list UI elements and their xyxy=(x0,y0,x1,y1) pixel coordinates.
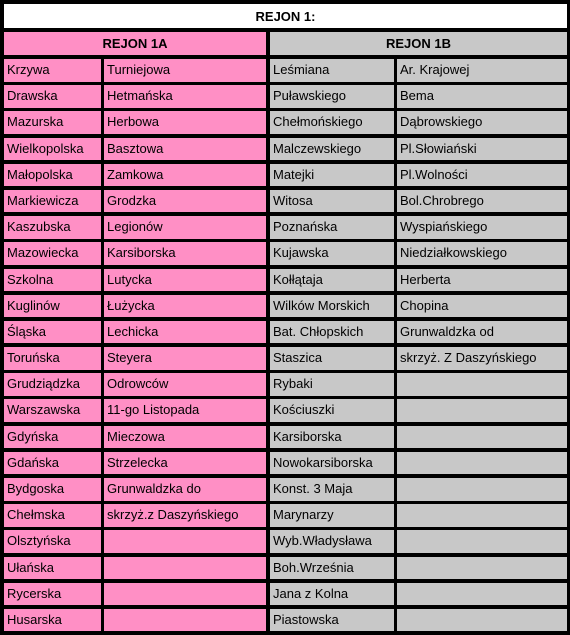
region-1a-street-2: Lutycka xyxy=(104,269,266,292)
region-1b-street-2: Wyspiańskiego xyxy=(397,216,567,239)
region-1b-street: Konst. 3 Maja xyxy=(270,478,394,501)
region-1a-street-2: Lechicka xyxy=(104,321,266,344)
region-1a-street: Ułańska xyxy=(4,557,101,580)
region-1a-street: Wielkopolska xyxy=(4,138,101,161)
region-1a-street-2: Strzelecka xyxy=(104,452,266,475)
table-row xyxy=(4,216,567,242)
region-1a-street: Mazowiecka xyxy=(4,242,101,265)
table-row xyxy=(4,138,567,164)
region-1b-street-2 xyxy=(397,583,567,606)
table-row xyxy=(4,504,567,530)
region-1a-street: Warszawska xyxy=(4,399,101,422)
region-1a-street-2: skrzyż.z Daszyńskiego xyxy=(104,504,266,527)
table-row xyxy=(4,295,567,321)
region-1b-street: Matejki xyxy=(270,164,394,187)
region-1a-street-2: Hetmańska xyxy=(104,85,266,108)
region-1b-street: Boh.Września xyxy=(270,557,394,580)
region-1a-street: Chełmska xyxy=(4,504,101,527)
region-1b-street-2: Chopina xyxy=(397,295,567,318)
region-1a-street-2: Herbowa xyxy=(104,111,266,134)
region-1a-street-2 xyxy=(104,530,266,553)
region-1b-street-2 xyxy=(397,373,567,396)
region-1b-street-2 xyxy=(397,504,567,527)
region-1b-street: Witosa xyxy=(270,190,394,213)
region-1a-street-2 xyxy=(104,557,266,580)
table-row xyxy=(4,399,567,425)
region-1b-street: Malczewskiego xyxy=(270,138,394,161)
table-row xyxy=(4,478,567,504)
region-1b-street-2 xyxy=(397,609,567,632)
region-1b-street-2: Dąbrowskiego xyxy=(397,111,567,134)
table-row xyxy=(4,557,567,583)
region-table xyxy=(4,4,567,631)
region-1a-street: Małopolska xyxy=(4,164,101,187)
region-1a-street-2: Odrowców xyxy=(104,373,266,396)
region-1a-street-2: Basztowa xyxy=(104,138,266,161)
region-1b-street-2: skrzyż. Z Daszyńskiego xyxy=(397,347,567,370)
region-1a-street-2 xyxy=(104,583,266,606)
table-row xyxy=(4,347,567,373)
region-1a-street-2: Steyera xyxy=(104,347,266,370)
table-row xyxy=(4,426,567,452)
region-1a-street: Kuglinów xyxy=(4,295,101,318)
table-row xyxy=(4,452,567,478)
region-1b-street: Chełmońskiego xyxy=(270,111,394,134)
region-1b-street: Karsiborska xyxy=(270,426,394,449)
region-1b-street-2: Niedziałkowskiego xyxy=(397,242,567,265)
region-1a-street-2: Legionów xyxy=(104,216,266,239)
region-1a-street: Śląska xyxy=(4,321,101,344)
region-1b-street: Jana z Kolna xyxy=(270,583,394,606)
region-1b-street: Puławskiego xyxy=(270,85,394,108)
region-1a-header: REJON 1A xyxy=(4,32,266,55)
region-1a-street: Rycerska xyxy=(4,583,101,606)
table-row xyxy=(4,609,567,635)
region-1b-street-2 xyxy=(397,530,567,553)
region-1a-street: Gdyńska xyxy=(4,426,101,449)
region-1b-street-2 xyxy=(397,399,567,422)
region-1b-street: Wilków Morskich xyxy=(270,295,394,318)
region-1a-street: Szkolna xyxy=(4,269,101,292)
table-row xyxy=(4,269,567,295)
table-body xyxy=(4,59,567,635)
region-1b-street: Rybaki xyxy=(270,373,394,396)
region-1b-street: Poznańska xyxy=(270,216,394,239)
region-1b-street: Bat. Chłopskich xyxy=(270,321,394,344)
region-1a-street: Krzywa xyxy=(4,59,101,82)
region-1a-street-2: Turniejowa xyxy=(104,59,266,82)
region-1b-street-2 xyxy=(397,557,567,580)
region-1a-street: Kaszubska xyxy=(4,216,101,239)
region-1a-street-2: Grunwaldzka do xyxy=(104,478,266,501)
region-1a-street: Husarska xyxy=(4,609,101,632)
region-1a-street-2 xyxy=(104,609,266,632)
region-1a-street-2: Zamkowa xyxy=(104,164,266,187)
region-1a-street: Bydgoska xyxy=(4,478,101,501)
region-1a-street: Toruńska xyxy=(4,347,101,370)
region-1a-street: Gdańska xyxy=(4,452,101,475)
table-row xyxy=(4,321,567,347)
table-row xyxy=(4,164,567,190)
region-1b-street-2 xyxy=(397,426,567,449)
region-1a-street: Mazurska xyxy=(4,111,101,134)
region-1b-street-2: Bol.Chrobrego xyxy=(397,190,567,213)
region-1a-street-2: Mieczowa xyxy=(104,426,266,449)
region-1b-street: Piastowska xyxy=(270,609,394,632)
table-row xyxy=(4,190,567,216)
region-1a-street: Drawska xyxy=(4,85,101,108)
region-1b-street: Marynarzy xyxy=(270,504,394,527)
table-title: REJON 1: xyxy=(4,4,567,28)
region-1b-street-2: Pl.Wolności xyxy=(397,164,567,187)
table-row xyxy=(4,111,567,137)
region-1b-header: REJON 1B xyxy=(270,32,567,55)
table-row xyxy=(4,59,567,85)
region-1b-street: Kujawska xyxy=(270,242,394,265)
region-1a-street-2: Grodzka xyxy=(104,190,266,213)
table-row xyxy=(4,373,567,399)
region-1b-street-2: Pl.Słowiański xyxy=(397,138,567,161)
region-1b-street: Wyb.Władysława xyxy=(270,530,394,553)
region-1a-street: Markiewicza xyxy=(4,190,101,213)
region-1b-street-2 xyxy=(397,452,567,475)
region-1b-street: Staszica xyxy=(270,347,394,370)
region-1a-street-2: Łużycka xyxy=(104,295,266,318)
region-1b-street: Leśmiana xyxy=(270,59,394,82)
region-1a-street: Olsztyńska xyxy=(4,530,101,553)
region-1b-street-2 xyxy=(397,478,567,501)
region-1b-street-2: Ar. Krajowej xyxy=(397,59,567,82)
table-row xyxy=(4,242,567,268)
region-1b-street-2: Grunwaldzka od xyxy=(397,321,567,344)
table-row xyxy=(4,85,567,111)
region-1a-street: Grudziądzka xyxy=(4,373,101,396)
table-row xyxy=(4,530,567,556)
region-1b-street: Kołłątaja xyxy=(270,269,394,292)
region-1a-street-2: 11-go Listopada xyxy=(104,399,266,422)
region-1b-street-2: Bema xyxy=(397,85,567,108)
region-1b-street: Kościuszki xyxy=(270,399,394,422)
table-row xyxy=(4,583,567,609)
region-1b-street: Nowokarsiborska xyxy=(270,452,394,475)
region-1b-street-2: Herberta xyxy=(397,269,567,292)
region-1a-street-2: Karsiborska xyxy=(104,242,266,265)
